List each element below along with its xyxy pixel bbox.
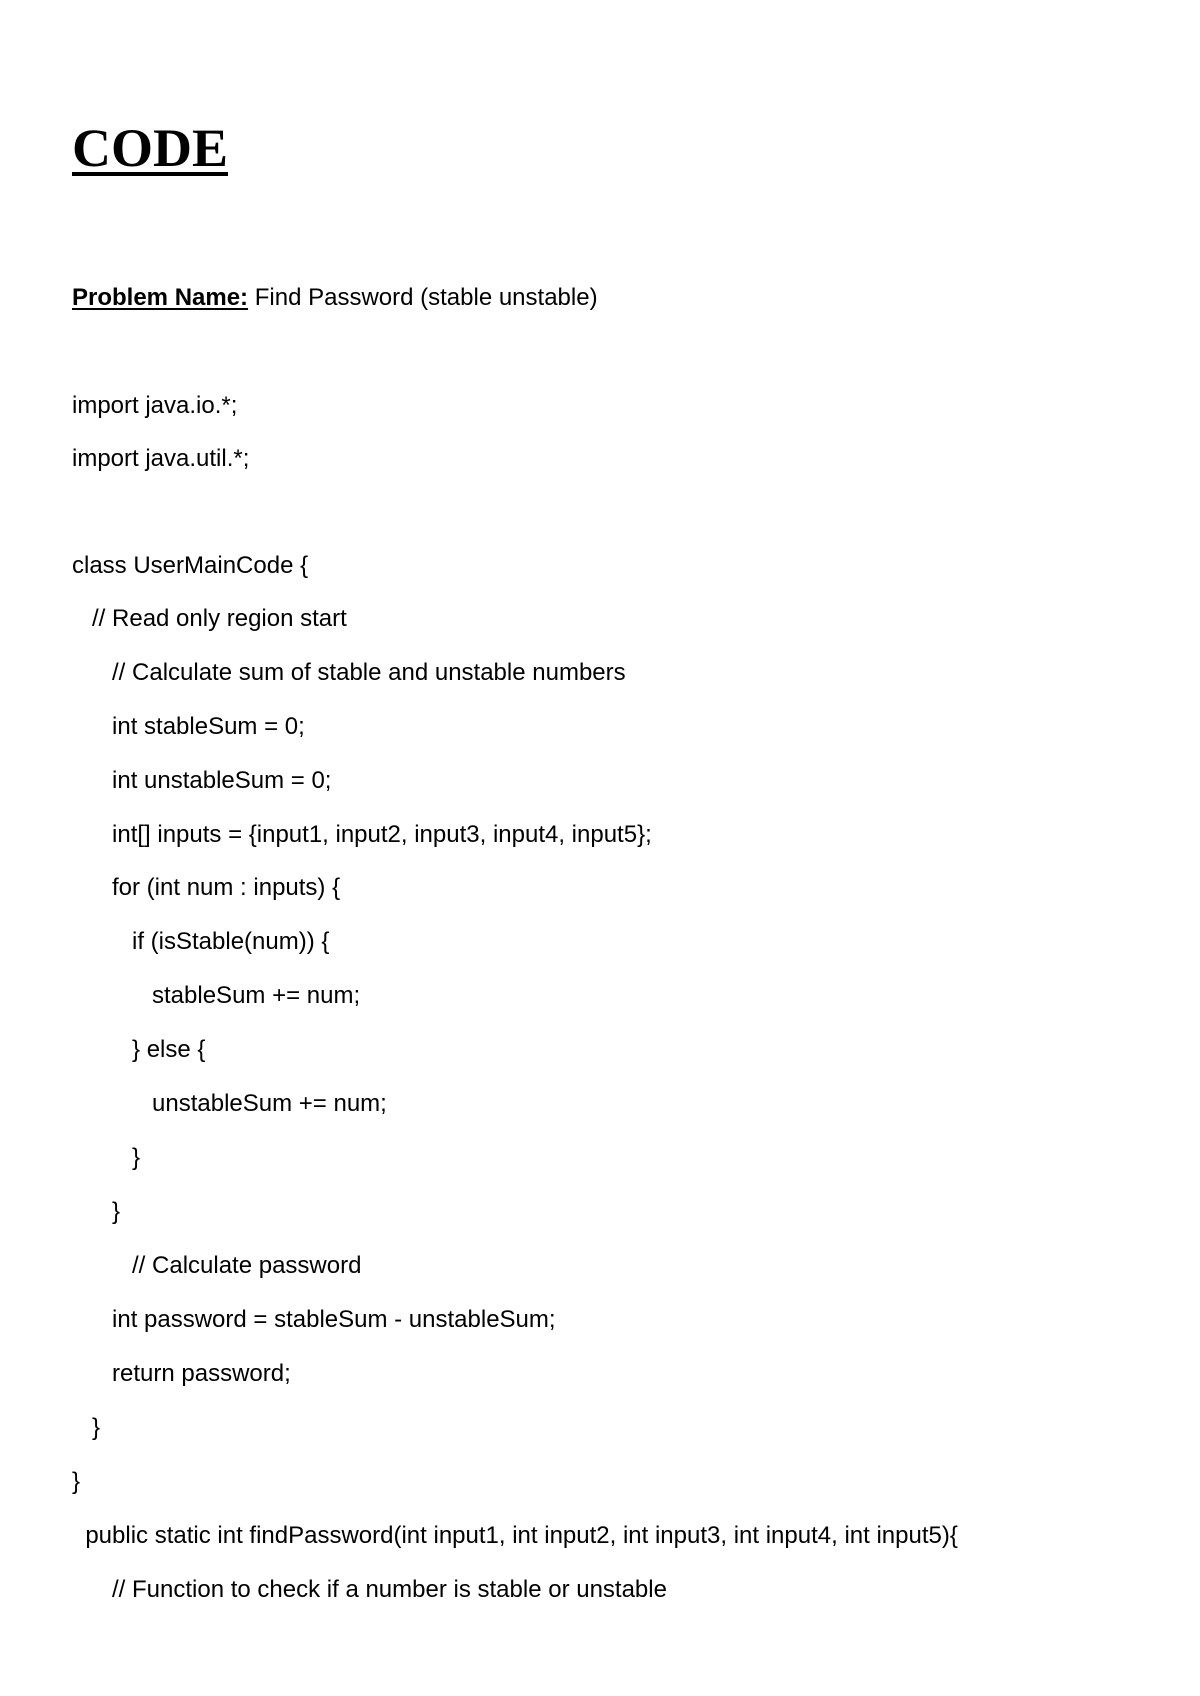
code-line: return password; [72, 1360, 291, 1387]
document-title: CODE [72, 118, 229, 178]
problem-name-line [72, 282, 598, 314]
code-line: // Calculate sum of stable and unstable numbers [72, 659, 626, 686]
code-line: if (isStable(num)) { [72, 928, 330, 955]
code-line: import java.io.*; [72, 392, 238, 419]
problem-name-value: Find Password (stable unstable) [248, 284, 598, 311]
code-line: import java.util.*; [72, 445, 250, 472]
code-line: int password = stableSum - unstableSum; [72, 1306, 556, 1333]
problem-name-label: Problem Name: [72, 284, 249, 311]
code-line: for (int num : inputs) { [72, 874, 341, 901]
code-line: public static int findPassword(int input1, int input2, int input3, int input4, int input5){ [72, 1522, 958, 1549]
code-line: stableSum += num; [72, 982, 361, 1009]
code-line: } [72, 1198, 121, 1225]
code-line: } else { [72, 1036, 206, 1063]
code-line: // Read only region start [72, 605, 347, 632]
code-line: int stableSum = 0; [72, 713, 305, 740]
code-line: } [72, 1468, 81, 1495]
code-line: // Calculate password [72, 1252, 362, 1279]
code-line: int[] inputs = {input1, input2, input3, input4, input5}; [72, 821, 652, 848]
code-line: int unstableSum = 0; [72, 767, 332, 794]
code-line: class UserMainCode { [72, 552, 309, 579]
code-line: // Function to check if a number is stable or unstable [72, 1576, 667, 1603]
code-line: } [72, 1414, 101, 1441]
code-line: } [72, 1144, 141, 1171]
code-line: unstableSum += num; [72, 1090, 387, 1117]
